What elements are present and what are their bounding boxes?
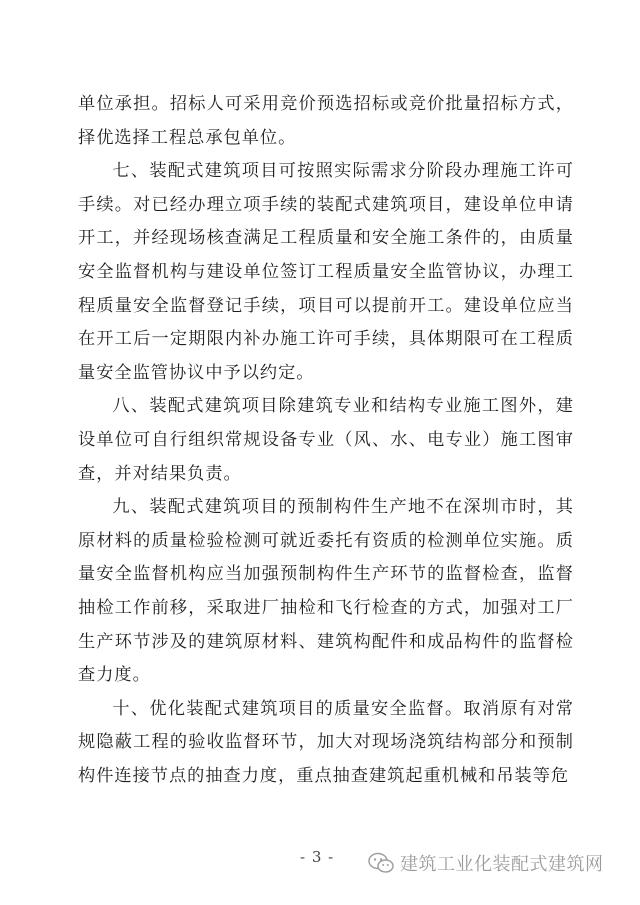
wechat-icon [368,852,394,874]
paragraph-8: 八、装配式建筑项目除建筑专业和结构专业施工图外，建设单位可自行组织常规设备专业（风、水、电专业）施工图审查，并对结果负责。 [78,396,574,484]
page-footer [0,848,640,878]
paragraph-7: 七、装配式建筑项目可按照实际需求分阶段办理施工许可手续。对已经办理立项手续的装配式建筑项目，建设单位申请开工，并经现场核查满足工程质量和安全施工条件的，由质量安全监督机构与建设单位签订工程质量安全监管协议，办理工程质量安全监督登记手续，项目可以提前开工。建设单位应当在开工后一定期限内补办施工许可手续，具体期限可在工程质量安全监管协议中予以约定。 [78,161,574,383]
paragraph-1: 单位承担。招标人可采用竞价预选招标或竞价批量招标方式，择优选择工程总承包单位。 [78,94,574,148]
document-body [78,88,574,793]
page-number: - 3 - [300,848,335,866]
watermark-text: 建筑工业化装配式建筑网 [400,854,604,875]
watermark [368,848,604,878]
paragraph-9: 九、装配式建筑项目的预制构件生产地不在深圳市时，其原材料的质量检验检测可就近委托有资质的检测单位实施。质量安全监督机构应当加强预制构件生产环节的监督检查，监督抽检工作前移，采取进厂抽检和飞行检查的方式，加强对工厂生产环节涉及的建筑原材料、建筑构配件和成品构件的监督检查力度。 [78,497,574,686]
paragraph-10: 十、优化装配式建筑项目的质量安全监督。取消原有对常规隐蔽工程的验收监督环节，加大对现场浇筑结构部分和预制构件连接节点的抽查力度，重点抽查建筑起重机械和吊装等危 [78,698,574,786]
